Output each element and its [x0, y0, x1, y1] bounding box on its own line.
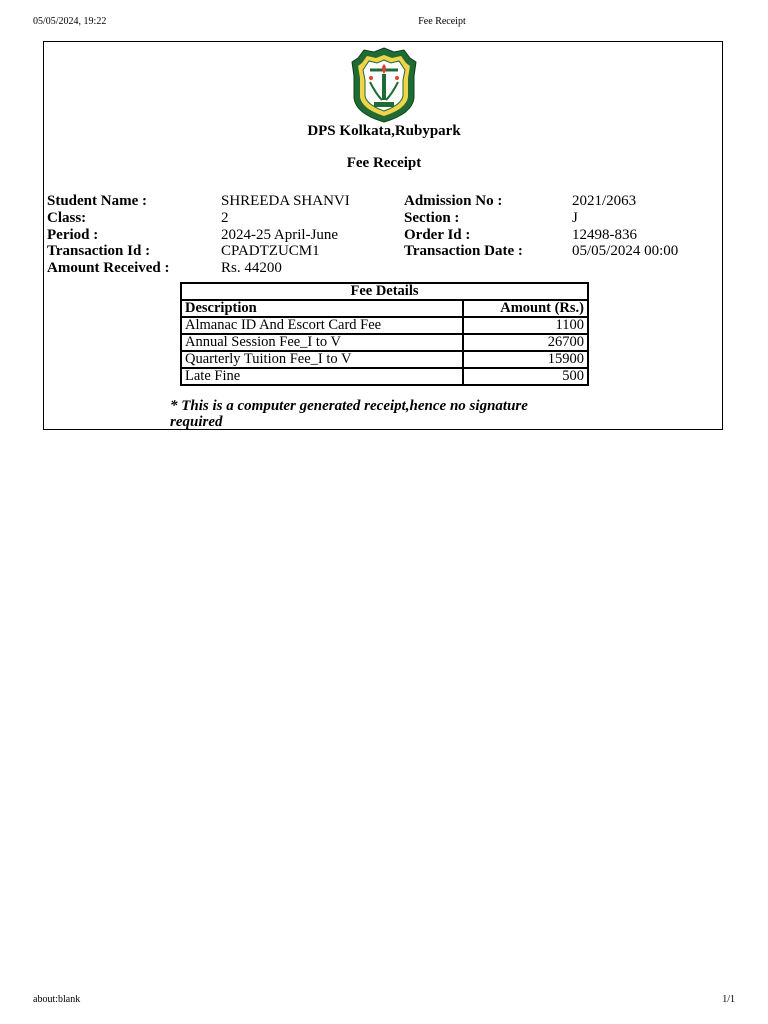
fee-receipt — [43, 41, 723, 430]
transaction-id-label: Transaction Id : — [47, 243, 151, 259]
print-page-number: 1/1 — [722, 994, 735, 1005]
table-row — [181, 334, 588, 351]
amount-received-label: Amount Received : — [47, 260, 170, 276]
description-column-header: Description — [181, 300, 463, 317]
amount-received-value: Rs. 44200 — [221, 260, 282, 276]
period-label: Period : — [47, 227, 99, 243]
table-row — [181, 317, 588, 334]
section-value: J — [572, 210, 578, 226]
fee-amount: 500 — [463, 368, 588, 385]
fee-description: Quarterly Tuition Fee_I to V — [181, 351, 463, 368]
school-crest-logo — [350, 46, 418, 124]
class-label: Class: — [47, 210, 87, 226]
period-value: 2024-25 April-June — [221, 227, 339, 243]
computer-generated-note: * This is a computer generated receipt,hence no signature required — [170, 398, 528, 430]
receipt-title: Fee Receipt — [346, 155, 422, 171]
order-id-label: Order Id : — [404, 227, 471, 243]
fee-details-caption: Fee Details — [181, 283, 588, 300]
student-name-label: Student Name : — [47, 193, 147, 209]
table-row — [181, 351, 588, 368]
fee-amount: 26700 — [463, 334, 588, 351]
fee-description: Late Fine — [181, 368, 463, 385]
print-datetime: 05/05/2024, 19:22 — [33, 16, 107, 27]
fee-description: Almanac ID And Escort Card Fee — [181, 317, 463, 334]
transaction-date-value: 05/05/2024 00:00 — [572, 243, 679, 259]
fee-description: Annual Session Fee_I to V — [181, 334, 463, 351]
transaction-date-label: Transaction Date : — [404, 243, 523, 259]
amount-column-header: Amount (Rs.) — [463, 300, 588, 317]
fee-amount: 1100 — [463, 317, 588, 334]
admission-no-value: 2021/2063 — [572, 193, 637, 209]
admission-no-label: Admission No : — [404, 193, 503, 209]
order-id-value: 12498-836 — [572, 227, 637, 243]
student-name-value: SHREEDA SHANVI — [221, 193, 350, 209]
class-value: 2 — [221, 210, 229, 226]
print-url: about:blank — [33, 994, 81, 1005]
fee-amount: 15900 — [463, 351, 588, 368]
transaction-id-value: CPADTZUCM1 — [221, 243, 320, 259]
table-row — [181, 368, 588, 385]
print-title: Fee Receipt — [418, 16, 466, 27]
fee-details-table — [180, 282, 589, 386]
school-name: DPS Kolkata,Rubypark — [307, 123, 461, 139]
section-label: Section : — [404, 210, 460, 226]
